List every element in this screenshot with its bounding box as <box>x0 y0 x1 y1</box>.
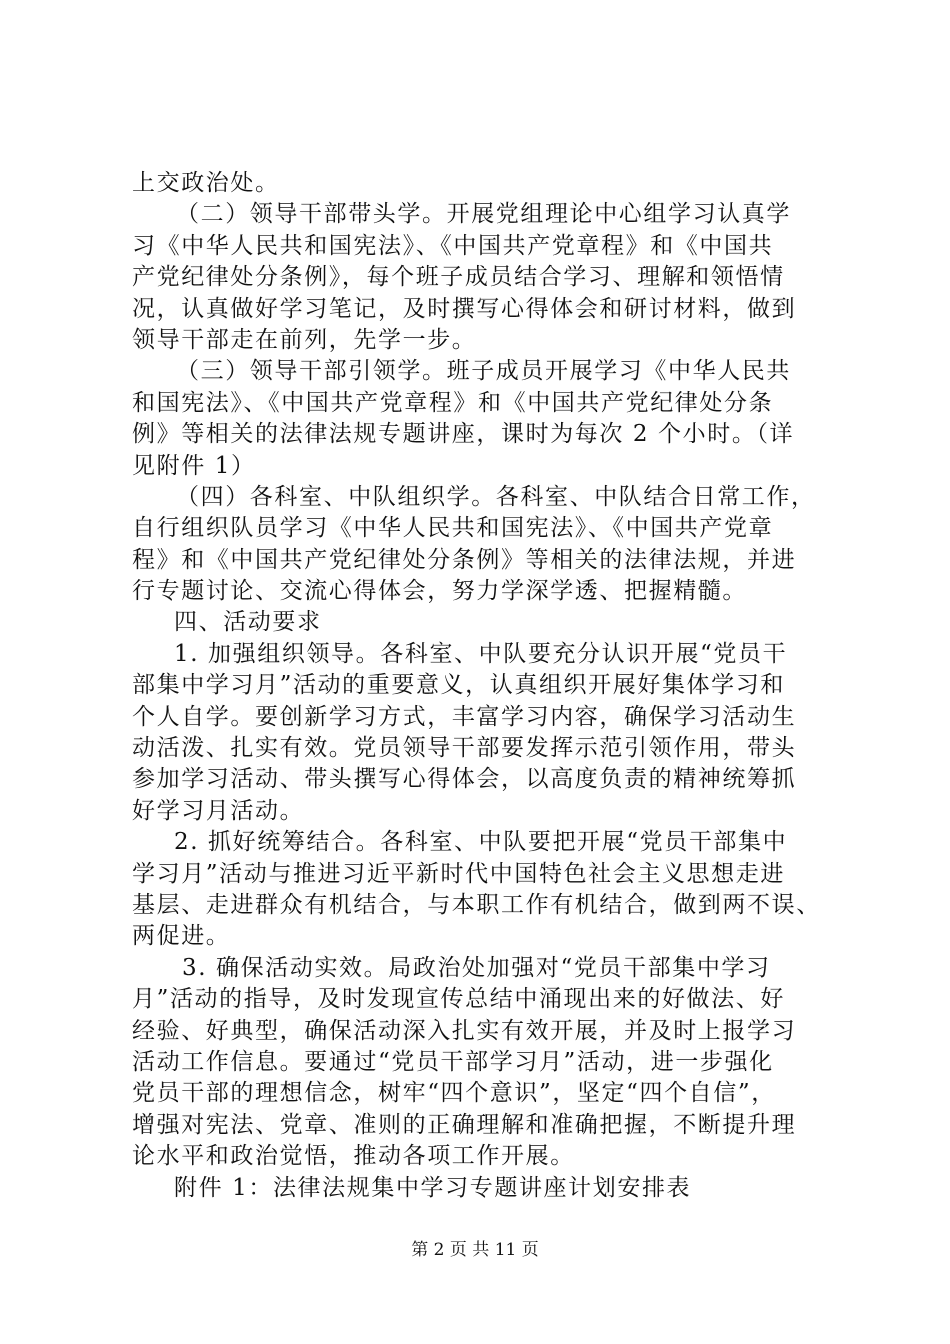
text-line: 习《中华人民共和国宪法》、《中国共产党章程》和《中国共 <box>132 232 774 259</box>
text-line: 党员干部的理想信念，树牢“四个意识”，坚定“四个自信”， <box>132 1080 776 1107</box>
text-line: 附件 1：法律法规集中学习专题讲座计划安排表 <box>174 1174 692 1201</box>
text-line: 学习月”活动与推进习近平新时代中国特色社会主义思想走进 <box>132 860 785 887</box>
text-line: 经验、好典型，确保活动深入扎实有效开展，并及时上报学习 <box>132 1017 797 1044</box>
text-line: 基层、走进群众有机结合，与本职工作有机结合，做到两不误、 <box>132 891 821 918</box>
text-line: 活动工作信息。要通过“党员干部学习月”活动，进一步强化 <box>132 1048 774 1075</box>
text-line: 3. 确保活动实效。局政治处加强对“党员干部集中学习 <box>182 954 771 981</box>
text-line: 四、活动要求 <box>174 609 322 636</box>
text-line: 1. 加强组织领导。各科室、中队要充分认识开展“党员干 <box>174 640 788 667</box>
text-line: 上交政治处。 <box>132 170 280 196</box>
text-line: 行专题讨论、交流心得体会，努力学深学透、把握精髓。 <box>132 578 747 605</box>
text-line: 参加学习活动、带头撰写心得体会，以高度负责的精神统筹抓 <box>132 766 797 793</box>
text-line: 例》等相关的法律法规专题讲座，课时为每次 2 个小时。（详 <box>132 421 795 448</box>
text-line: 论水平和政治觉悟，推动各项工作开展。 <box>132 1143 575 1170</box>
text-line: （二）领导干部带头学。开展党组理论中心组学习认真学 <box>176 201 791 228</box>
text-line: 2. 抓好统筹结合。各科室、中队要把开展“党员干部集中 <box>174 829 788 856</box>
text-line: 程》和《中国共产党纪律处分条例》等相关的法律法规，并进 <box>132 546 797 573</box>
text-line: （四）各科室、中队组织学。各科室、中队结合日常工作， <box>176 483 816 510</box>
text-line: 领导干部走在前列，先学一步。 <box>132 326 477 353</box>
text-line: 两促进。 <box>132 923 231 950</box>
text-line: 产党纪律处分条例》，每个班子成员结合学习、理解和领悟情 <box>132 264 785 291</box>
text-line: （三）领导干部引领学。班子成员开展学习《中华人民共 <box>176 358 791 385</box>
text-line: 部集中学习月”活动的重要意义，认真组织开展好集体学习和 <box>132 672 785 699</box>
page-footer: 第 2 页 共 11 页 <box>411 1240 539 1260</box>
text-line: 增强对宪法、党章、准则的正确理解和准确把握，不断提升理 <box>132 1111 797 1138</box>
text-line: 动活泼、扎实有效。党员领导干部要发挥示范引领作用，带头 <box>132 735 797 762</box>
text-line: 和国宪法》、《中国共产党章程》和《中国共产党纪律处分条 <box>132 389 774 416</box>
text-line: 况，认真做好学习笔记，及时撰写心得体会和研讨材料，做到 <box>132 295 797 322</box>
text-line: 月”活动的指导，及时发现宣传总结中涌现出来的好做法、好 <box>132 986 785 1013</box>
text-line: 自行组织队员学习《中华人民共和国宪法》、《中国共产党章 <box>132 515 774 542</box>
text-line: 个人自学。要创新学习方式，丰富学习内容，确保学习活动生 <box>132 703 797 730</box>
document-body <box>132 168 842 1204</box>
text-line: 好学习月活动。 <box>132 797 305 824</box>
text-line: 见附件 1） <box>132 452 256 479</box>
